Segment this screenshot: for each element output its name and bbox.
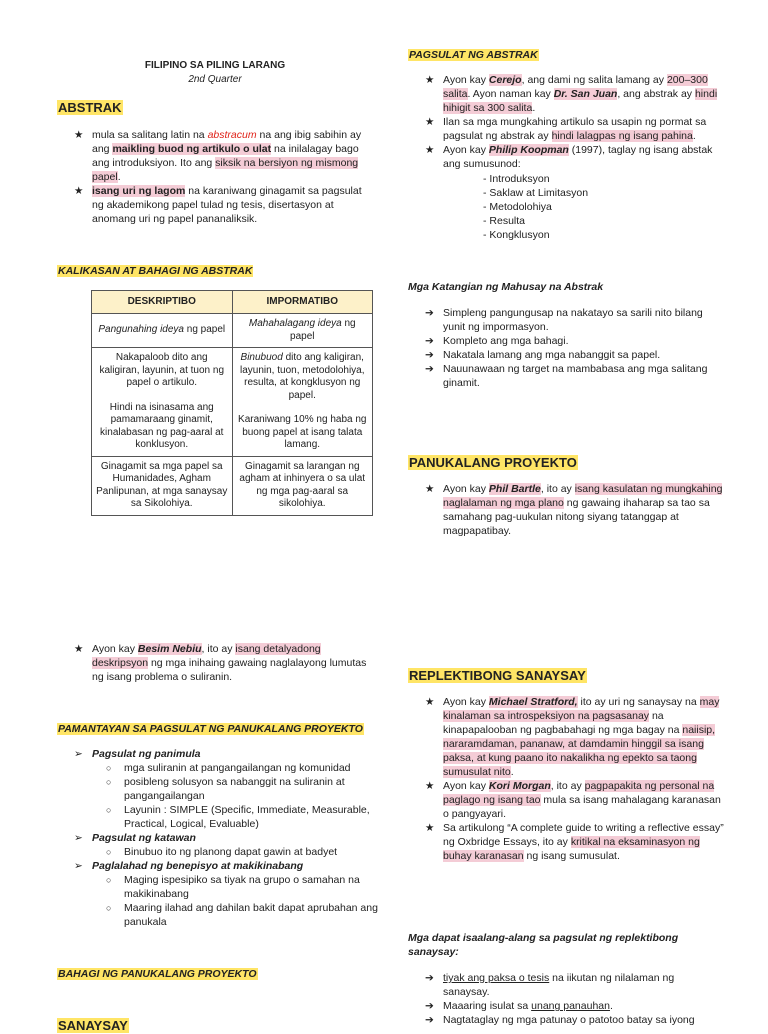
table-row	[92, 314, 373, 348]
star-icon: ★	[425, 780, 435, 792]
list-item: ➢ Pagsulat ng panimula	[74, 748, 201, 760]
arrow-right-icon: ➔	[425, 1000, 434, 1012]
list-item: ★ isang uri ng lagom na karaniwang ginagamit sa pagsulat ng akademikong papel tulad ng tesis, disertasyon at anomang uri ng papel pananaliksik.	[74, 185, 362, 225]
table-header-deskriptibo: DESKRIPTIBO	[92, 291, 233, 314]
table-cell: Ginagamit sa mga papel sa Humanidades, Agham Panlipunan, at mga sanaysay sa Sikolohiya.	[92, 456, 233, 515]
pagsulat-heading: PAGSULAT NG ABSTRAK	[409, 49, 538, 61]
dapat-heading: Mga dapat isaalang-alang sa pagsulat ng replektibong sanaysay:	[408, 932, 679, 958]
list-item: ★ mula sa salitang latin na abstracum na ang ibig sabihin ay ang maikling buod ng artikulo o ulat na inilalagay bago ang introduksiyon. Ito ang siksik na bersiyon ng mismong papel.	[74, 129, 362, 183]
list-item: ★ Ilan sa mga mungkahing artikulo sa usapin ng pormat sa pagsulat ng abstrak ay hindi lalagpas ng isang pahina.	[425, 116, 707, 142]
star-icon: ★	[425, 116, 435, 128]
star-icon: ★	[74, 643, 84, 655]
arrowhead-icon: ➢	[74, 832, 83, 844]
abstrak-list	[70, 128, 370, 226]
replektibo-list	[421, 695, 729, 863]
table-row	[92, 348, 373, 457]
table-cell: Pangunahing ideya ng papel	[92, 314, 233, 348]
star-icon: ★	[425, 74, 435, 86]
list-item: ★ Ayon kay Philip Koopman (1997), taglay ng isang abstak ang sumusunod:	[425, 144, 713, 170]
list-item: ★ Ayon kay Michael Stratford, ito ay uri ng sanaysay na may kinalaman sa introspeksiyon na pagsasanay na kinapapalooban ng pagbabahagi ng mga bagay na naiisip, nararamdaman, pananaw, at damdamin hinggil sa isang paksa, at kung paano ito nakalikha ng epekto sa taong sumusulat nito.	[425, 696, 720, 778]
list-item: - Resulta	[483, 215, 526, 227]
abstrak-type-table	[91, 290, 373, 516]
list-item: ➢ Paglalahad ng benepisyo at makikinabang	[74, 860, 304, 872]
arrow-right-icon: ➔	[425, 307, 434, 319]
arrowhead-icon: ➢	[74, 748, 83, 760]
arrow-right-icon: ➔	[425, 335, 434, 347]
list-item: ➔ Nauunawaan ng target na mambabasa ang mga salitang ginamit.	[425, 363, 708, 389]
pagsulat-list	[421, 73, 726, 171]
list-item: - Metodolohiya	[483, 201, 552, 213]
list-item: ★ Sa artikulong “A complete guide to writing a reflective essay” ng Oxbridge Essays, ito ay kritikal na eksaminasyon ng buhay karanasan ng isang sumusulat.	[425, 822, 724, 862]
panukala-list	[421, 482, 726, 538]
arrow-right-icon: ➔	[425, 1014, 434, 1026]
list-item: - Kongklusyon	[483, 229, 550, 241]
table-cell: Ginagamit sa larangan ng agham at inhinyera o sa ulat ng mga pag-aaral sa sikolohiya.	[232, 456, 373, 515]
page-subtitle: 2nd Quarter	[188, 74, 242, 85]
table-row	[92, 456, 373, 515]
star-icon: ★	[74, 129, 84, 141]
list-item: ★ Ayon kay Besim Nebiu, ito ay isang detalyadong deskripsyon ng mga inihaing gawaing naglalayong lumutas ng isang problema o suliranin.	[74, 643, 367, 683]
panukala-heading: PANUKALANG PROYEKTO	[409, 455, 577, 470]
sanaysay-heading: SANAYSAY	[58, 1018, 128, 1033]
bahagi-heading: BAHAGI NG PANUKALANG PROYEKTO	[58, 968, 257, 980]
nebiu-list	[70, 642, 375, 684]
list-item: ○ Maging ispesipiko sa tiyak na grupo o samahan na makikinabang	[106, 874, 360, 900]
list-item: ➔ Kompleto ang mga bahagi.	[425, 335, 569, 347]
list-item: ○ Binubuo ito ng planong dapat gawin at badyet	[106, 846, 338, 858]
list-item: ★ Ayon kay Cerejo, ang dami ng salita lamang ay 200–300 salita. Ayon naman kay Dr. San Juan, ang abstrak ay hindi hihigit sa 300 salita.	[425, 74, 718, 114]
list-item: ★ Ayon kay Phil Bartle, ito ay isang kasulatan ng mungkahing naglalaman ng mga plano ng gawaing ihaharap sa tao sa samahang pag-uukulan nitong siyang tatanggap at magpapatibay.	[425, 483, 723, 537]
list-item: ➔ Maaaring isulat sa unang panauhan.	[425, 1000, 613, 1012]
list-item: ○ Maaring ilahad ang dahilan bakit dapat aprubahan ang panukala	[106, 902, 378, 928]
list-item: ➔ tiyak ang paksa o tesis na iikutan ng nilalaman ng sanaysay.	[425, 972, 675, 998]
page-title: FILIPINO SA PILING LARANG	[144, 60, 286, 71]
arrowhead-icon: ➢	[74, 860, 83, 872]
list-item: ○ Layunin : SIMPLE (Specific, Immediate, Measurable, Practical, Logical, Evaluable)	[106, 804, 370, 830]
circle-bullet-icon: ○	[106, 805, 112, 815]
pamantayan-list	[70, 747, 380, 929]
list-item: - Introduksyon	[483, 173, 550, 185]
star-icon: ★	[425, 696, 435, 708]
kalikasan-heading: KALIKASAN AT BAHAGI NG ABSTRAK	[58, 265, 253, 277]
list-item: ➔ Nakatala lamang ang mga nabanggit sa papel.	[425, 349, 661, 361]
table-cell: Nakapaloob dito ang kaligiran, layunin, at tuon ng papel o artikulo. Hindi na isinasama ang pamamaraang ginamit, kinalabasan ng pag-aaral at konklusyon.	[92, 348, 233, 457]
table-cell: Mahahalagang ideya ng papel	[232, 314, 373, 348]
circle-bullet-icon: ○	[106, 875, 112, 885]
list-item: ➢ Pagsulat ng katawan	[74, 832, 196, 844]
pamantayan-heading: PAMANTAYAN SA PAGSULAT NG PANUKALANG PROYEKTO	[58, 723, 363, 735]
star-icon: ★	[425, 822, 435, 834]
katangian-list	[421, 306, 716, 390]
list-item: - Saklaw at Limitasyon	[483, 187, 589, 199]
table-cell: Binubuod dito ang kaligiran, layunin, tuon, metodolohiya, resulta, at kongklusyon ng papel. Karaniwang 10% ng haba ng buong papel at isang talata lamang.	[232, 348, 373, 457]
list-item: ○ mga suliranin at pangangailangan ng komunidad	[106, 762, 351, 774]
abstrak-heading: ABSTRAK	[58, 100, 122, 115]
dapat-list	[421, 971, 721, 1027]
replektibo-heading: REPLEKTIBONG SANAYSAY	[409, 668, 586, 683]
circle-bullet-icon: ○	[106, 777, 112, 787]
star-icon: ★	[425, 144, 435, 156]
list-item: ○ posibleng solusyon sa nabanggit na suliranin at pangangailangan	[106, 776, 345, 802]
star-icon: ★	[425, 483, 435, 495]
katangian-heading: Mga Katangian ng Mahusay na Abstrak	[408, 281, 604, 293]
list-item: ➔ Simpleng pangungusap na nakatayo sa sarili nito bilang yunit ng impormasyon.	[425, 307, 703, 333]
arrow-right-icon: ➔	[425, 972, 434, 984]
circle-bullet-icon: ○	[106, 903, 112, 913]
arrow-right-icon: ➔	[425, 349, 434, 361]
circle-bullet-icon: ○	[106, 847, 112, 857]
star-icon: ★	[74, 185, 84, 197]
circle-bullet-icon: ○	[106, 763, 112, 773]
list-item: ➔ Nagtataglay ng mga patunay o patotoo batay sa iyong	[425, 1014, 695, 1026]
list-item: ★ Ayon kay Kori Morgan, ito ay pagpapakita ng personal na paglago ng isang tao mula sa isang mahalagang karanasan o pangyayari.	[425, 780, 721, 820]
table-header-impormatibo: IMPORMATIBO	[232, 291, 373, 314]
arrow-right-icon: ➔	[425, 363, 434, 375]
koopman-parts	[421, 172, 681, 242]
